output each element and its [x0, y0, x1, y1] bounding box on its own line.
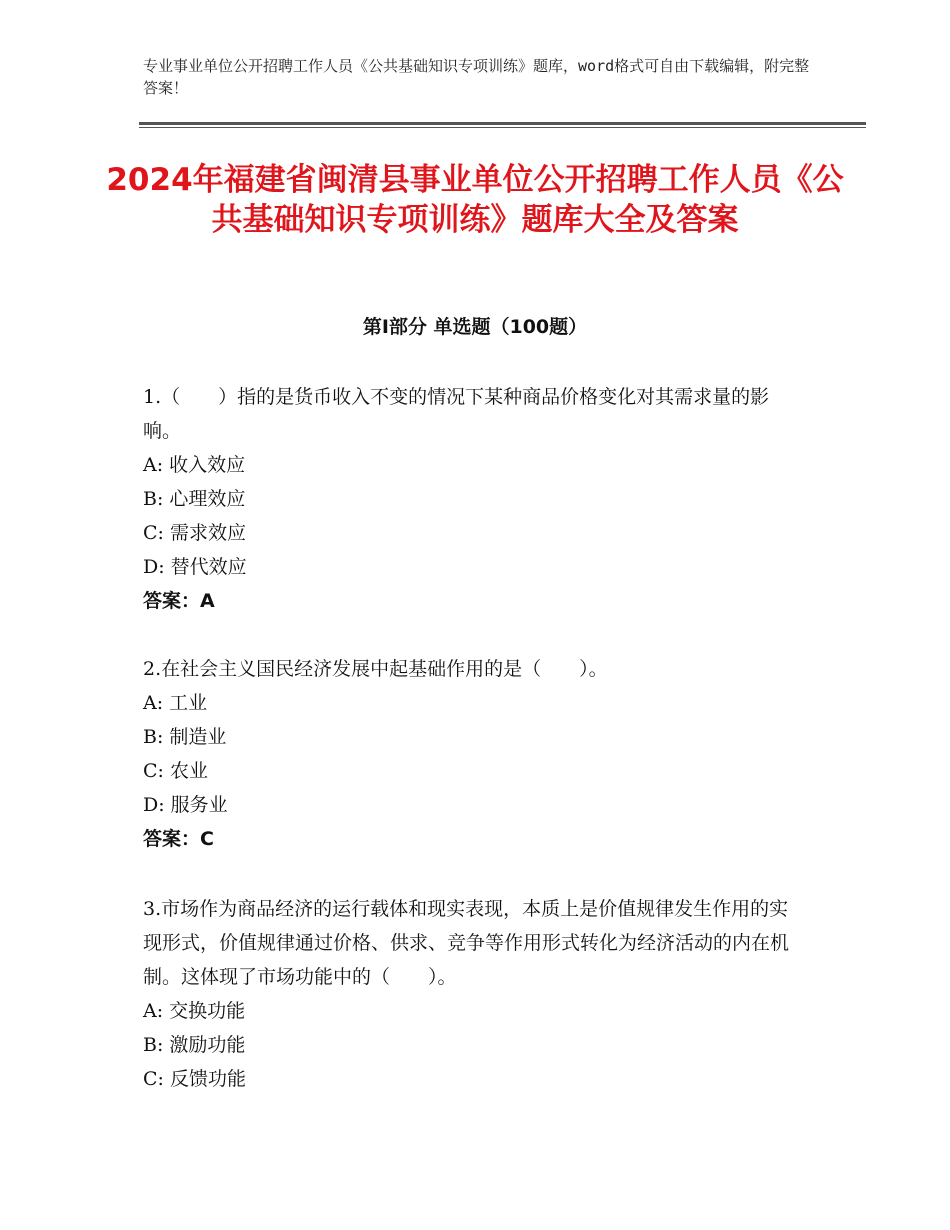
option-c: C: 反馈功能 [143, 1068, 246, 1090]
question-stem: 3.市场作为商品经济的运行载体和现实表现，本质上是价值规律发生作用的实现形式，价值规律通过价格、供求、竞争等作用形式转化为经济活动的内在机制。这体现了市场功能中的（ ）。 [143, 898, 790, 988]
question-2 [143, 652, 803, 856]
answer-label: 答案：A [143, 590, 215, 612]
section-title: 第Ⅰ部分 单选题（100题） [362, 316, 588, 338]
header-divider-thin [139, 127, 866, 128]
option-b: B: 心理效应 [143, 488, 246, 510]
option-a: A: 工业 [143, 692, 208, 714]
question-stem: 2.在社会主义国民经济发展中起基础作用的是（ ）。 [143, 658, 608, 680]
option-d: D: 替代效应 [143, 556, 247, 578]
option-a: A: 交换功能 [143, 1000, 246, 1022]
header-divider-thick [139, 122, 866, 125]
answer-label: 答案：C [143, 828, 214, 850]
question-3 [143, 892, 803, 1096]
option-a: A: 收入效应 [143, 454, 246, 476]
option-b: B: 激励功能 [143, 1034, 246, 1056]
question-1 [143, 380, 803, 618]
option-b: B: 制造业 [143, 726, 227, 748]
option-c: C: 需求效应 [143, 522, 246, 544]
option-c: C: 农业 [143, 760, 208, 782]
header-note: 专业事业单位公开招聘工作人员《公共基础知识专项训练》题库，word格式可自由下载编辑，附完整答案！ [143, 57, 810, 97]
document-title: 2024年福建省闽清县事业单位公开招聘工作人员《公共基础知识专项训练》题库大全及答案 [106, 162, 844, 238]
question-stem: 1.（ ）指的是货币收入不变的情况下某种商品价格变化对其需求量的影响。 [143, 386, 770, 442]
option-d: D: 服务业 [143, 794, 228, 816]
